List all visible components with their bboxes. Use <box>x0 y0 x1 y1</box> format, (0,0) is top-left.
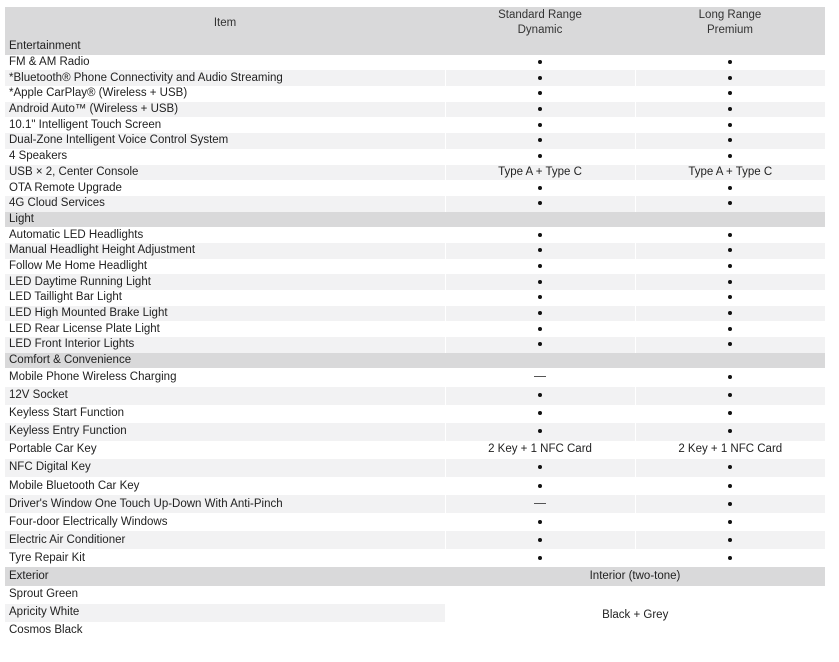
standard-range-cell <box>445 243 635 259</box>
table-row <box>5 531 825 549</box>
standard-range-cell <box>445 321 635 337</box>
long-range-cell <box>635 405 825 423</box>
standard-range-cell <box>445 227 635 243</box>
feature-name: LED Taillight Bar Light <box>5 290 445 306</box>
header-long-range-line1: Long Range <box>698 9 762 21</box>
header-long-range <box>635 7 825 39</box>
included-dot-icon <box>538 91 542 95</box>
interior-title: Interior (two-tone) <box>445 567 825 585</box>
table-row <box>5 274 825 290</box>
included-dot-icon <box>728 538 732 542</box>
included-dot-icon <box>538 311 542 315</box>
table-row <box>5 477 825 495</box>
standard-range-cell <box>445 259 635 275</box>
included-dot-icon <box>728 264 732 268</box>
long-range-cell <box>635 306 825 322</box>
standard-range-cell <box>445 165 635 181</box>
included-dot-icon <box>538 429 542 433</box>
table-row <box>5 149 825 165</box>
included-dot-icon <box>538 484 542 488</box>
value-text: Type A + Type C <box>498 165 582 178</box>
long-range-cell <box>635 549 825 567</box>
included-dot-icon <box>728 107 732 111</box>
long-range-cell <box>635 196 825 212</box>
feature-name: Portable Car Key <box>5 441 445 459</box>
included-dot-icon <box>728 429 732 433</box>
included-dot-icon <box>538 76 542 80</box>
exterior-color-name: Apricity White <box>5 604 445 622</box>
standard-range-cell <box>445 290 635 306</box>
header-item: Item <box>5 7 445 39</box>
included-dot-icon <box>728 375 732 379</box>
standard-range-cell <box>445 117 635 133</box>
long-range-cell <box>635 321 825 337</box>
section-title: Entertainment <box>5 39 825 55</box>
included-dot-icon <box>728 91 732 95</box>
table-row <box>5 405 825 423</box>
long-range-cell <box>635 423 825 441</box>
value-text: Type A + Type C <box>688 165 773 178</box>
not-available-dash-icon <box>534 376 546 377</box>
feature-name: LED Daytime Running Light <box>5 274 445 290</box>
value-text: 2 Key + 1 NFC Card <box>678 443 783 456</box>
table-row <box>5 86 825 102</box>
included-dot-icon <box>538 280 542 284</box>
standard-range-cell <box>445 55 635 71</box>
feature-name: LED Front Interior Lights <box>5 337 445 353</box>
standard-range-cell <box>445 180 635 196</box>
feature-name: Mobile Bluetooth Car Key <box>5 477 445 495</box>
included-dot-icon <box>728 60 732 64</box>
table-row <box>5 441 825 459</box>
included-dot-icon <box>538 233 542 237</box>
standard-range-cell <box>445 102 635 118</box>
long-range-cell <box>635 290 825 306</box>
section-header-row <box>5 353 825 369</box>
section-title: Light <box>5 212 825 228</box>
included-dot-icon <box>538 465 542 469</box>
included-dot-icon <box>728 154 732 158</box>
long-range-cell <box>635 55 825 71</box>
included-dot-icon <box>538 264 542 268</box>
header-standard-range-line1: Standard Range <box>498 9 582 21</box>
standard-range-cell <box>445 459 635 477</box>
exterior-color-name: Cosmos Black <box>5 622 445 640</box>
exterior-title: Exterior <box>5 567 445 585</box>
feature-name: Manual Headlight Height Adjustment <box>5 243 445 259</box>
table-row <box>5 117 825 133</box>
table-row <box>5 70 825 86</box>
long-range-cell <box>635 368 825 386</box>
included-dot-icon <box>538 538 542 542</box>
standard-range-cell <box>445 274 635 290</box>
section-header-row <box>5 212 825 228</box>
feature-name: NFC Digital Key <box>5 459 445 477</box>
included-dot-icon <box>538 556 542 560</box>
feature-name: OTA Remote Upgrade <box>5 180 445 196</box>
feature-name: Automatic LED Headlights <box>5 227 445 243</box>
included-dot-icon <box>538 393 542 397</box>
feature-name: Four-door Electrically Windows <box>5 513 445 531</box>
included-dot-icon <box>538 154 542 158</box>
long-range-cell <box>635 102 825 118</box>
value-text: 2 Key + 1 NFC Card <box>488 443 592 456</box>
long-range-cell <box>635 274 825 290</box>
long-range-cell <box>635 149 825 165</box>
table-row <box>5 549 825 567</box>
interior-color-value: Black + Grey <box>445 586 825 640</box>
included-dot-icon <box>728 76 732 80</box>
included-dot-icon <box>728 520 732 524</box>
table-row <box>5 423 825 441</box>
included-dot-icon <box>538 186 542 190</box>
standard-range-cell <box>445 133 635 149</box>
included-dot-icon <box>538 107 542 111</box>
long-range-cell <box>635 180 825 196</box>
included-dot-icon <box>728 411 732 415</box>
feature-name: 4G Cloud Services <box>5 196 445 212</box>
exterior-color-name: Sprout Green <box>5 586 445 604</box>
long-range-cell <box>635 441 825 459</box>
long-range-cell <box>635 387 825 405</box>
long-range-cell <box>635 133 825 149</box>
included-dot-icon <box>728 201 732 205</box>
standard-range-cell <box>445 337 635 353</box>
included-dot-icon <box>538 60 542 64</box>
table-row <box>5 259 825 275</box>
standard-range-cell <box>445 196 635 212</box>
feature-name: Tyre Repair Kit <box>5 549 445 567</box>
table-row <box>5 387 825 405</box>
feature-name: 4 Speakers <box>5 149 445 165</box>
table-row <box>5 337 825 353</box>
table-row <box>5 306 825 322</box>
table-row <box>5 196 825 212</box>
feature-name: Keyless Start Function <box>5 405 445 423</box>
long-range-cell <box>635 165 825 181</box>
standard-range-cell <box>445 368 635 386</box>
table-row <box>5 513 825 531</box>
included-dot-icon <box>538 201 542 205</box>
standard-range-cell <box>445 405 635 423</box>
standard-range-cell <box>445 513 635 531</box>
standard-range-cell <box>445 423 635 441</box>
section-header-row <box>5 39 825 55</box>
included-dot-icon <box>728 295 732 299</box>
table-row <box>5 290 825 306</box>
included-dot-icon <box>728 248 732 252</box>
standard-range-cell <box>445 149 635 165</box>
long-range-cell <box>635 243 825 259</box>
long-range-cell <box>635 86 825 102</box>
standard-range-cell <box>445 495 635 513</box>
included-dot-icon <box>728 138 732 142</box>
table-header-row <box>5 7 825 39</box>
feature-name: Dual-Zone Intelligent Voice Control System <box>5 133 445 149</box>
feature-name: *Bluetooth® Phone Connectivity and Audio Streaming <box>5 70 445 86</box>
table-row <box>5 495 825 513</box>
feature-name: LED High Mounted Brake Light <box>5 306 445 322</box>
long-range-cell <box>635 459 825 477</box>
not-available-dash-icon <box>534 503 546 504</box>
exterior-header-row <box>5 567 825 585</box>
included-dot-icon <box>728 502 732 506</box>
table-row <box>5 55 825 71</box>
included-dot-icon <box>538 248 542 252</box>
feature-name: Mobile Phone Wireless Charging <box>5 368 445 386</box>
included-dot-icon <box>538 123 542 127</box>
included-dot-icon <box>728 186 732 190</box>
table-row <box>5 133 825 149</box>
header-standard-range-line2: Dynamic <box>517 24 563 36</box>
feature-name: Keyless Entry Function <box>5 423 445 441</box>
feature-name: Electric Air Conditioner <box>5 531 445 549</box>
table-row <box>5 321 825 337</box>
feature-name: *Apple CarPlay® (Wireless + USB) <box>5 86 445 102</box>
table-row <box>5 243 825 259</box>
feature-name: LED Rear License Plate Light <box>5 321 445 337</box>
feature-name: 12V Socket <box>5 387 445 405</box>
included-dot-icon <box>728 123 732 127</box>
included-dot-icon <box>538 327 542 331</box>
header-standard-range <box>445 7 635 39</box>
included-dot-icon <box>728 280 732 284</box>
exterior-color-row <box>5 586 825 604</box>
table-row <box>5 180 825 196</box>
included-dot-icon <box>538 342 542 346</box>
included-dot-icon <box>728 342 732 346</box>
long-range-cell <box>635 227 825 243</box>
table-row <box>5 165 825 181</box>
feature-name: Android Auto™ (Wireless + USB) <box>5 102 445 118</box>
long-range-cell <box>635 495 825 513</box>
table-row <box>5 102 825 118</box>
feature-name: Driver's Window One Touch Up-Down With Anti-Pinch <box>5 495 445 513</box>
included-dot-icon <box>728 393 732 397</box>
included-dot-icon <box>538 520 542 524</box>
table-row <box>5 368 825 386</box>
feature-name: Follow Me Home Headlight <box>5 259 445 275</box>
standard-range-cell <box>445 306 635 322</box>
standard-range-cell <box>445 387 635 405</box>
included-dot-icon <box>728 556 732 560</box>
standard-range-cell <box>445 441 635 459</box>
feature-name: USB × 2, Center Console <box>5 165 445 181</box>
standard-range-cell <box>445 86 635 102</box>
included-dot-icon <box>538 138 542 142</box>
standard-range-cell <box>445 477 635 495</box>
section-title: Comfort & Convenience <box>5 353 825 369</box>
long-range-cell <box>635 337 825 353</box>
standard-range-cell <box>445 549 635 567</box>
feature-name: 10.1" Intelligent Touch Screen <box>5 117 445 133</box>
long-range-cell <box>635 117 825 133</box>
included-dot-icon <box>728 484 732 488</box>
included-dot-icon <box>538 295 542 299</box>
standard-range-cell <box>445 70 635 86</box>
header-long-range-line2: Premium <box>706 24 753 36</box>
table-row <box>5 459 825 477</box>
long-range-cell <box>635 513 825 531</box>
long-range-cell <box>635 531 825 549</box>
specs-table <box>5 7 825 640</box>
included-dot-icon <box>728 465 732 469</box>
long-range-cell <box>635 259 825 275</box>
long-range-cell <box>635 477 825 495</box>
standard-range-cell <box>445 531 635 549</box>
feature-name: FM & AM Radio <box>5 55 445 71</box>
table-row <box>5 227 825 243</box>
included-dot-icon <box>728 327 732 331</box>
included-dot-icon <box>728 311 732 315</box>
long-range-cell <box>635 70 825 86</box>
included-dot-icon <box>538 411 542 415</box>
included-dot-icon <box>728 233 732 237</box>
